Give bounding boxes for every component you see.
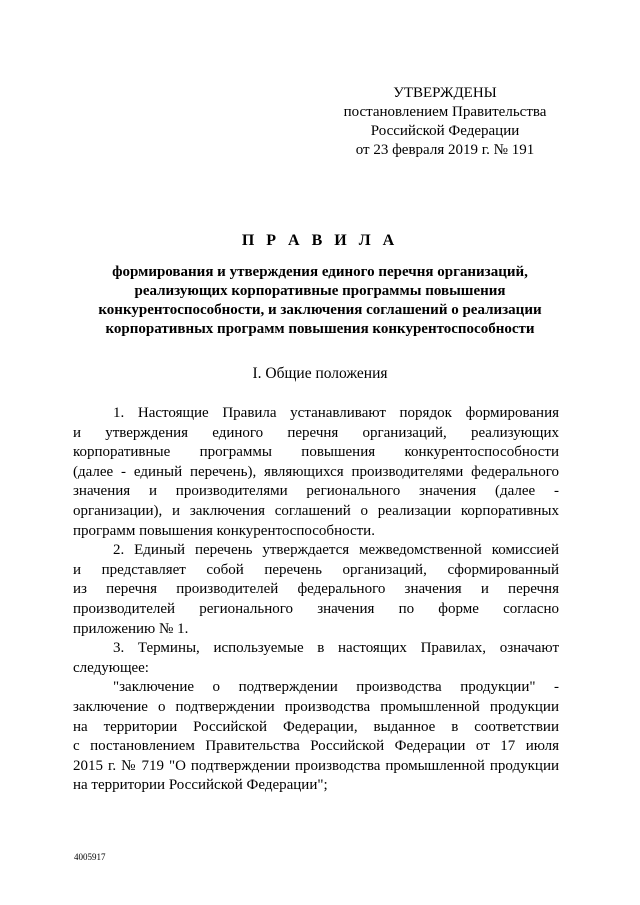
text-line: (далее - единый перечень), являющихся производителями федерального <box>73 463 559 480</box>
text-line: программ повышения конкурентоспособности. <box>73 522 375 539</box>
text-line: производителей регионального значения по форме согласно <box>73 600 559 617</box>
text-line: из перечня производителей федерального значения и перечня <box>73 581 559 598</box>
text-line: 3. Термины, используемые в настоящих Правилах, означают <box>113 640 559 657</box>
text-line: на территории Российской Федерации"; <box>73 777 328 794</box>
approval-date-line: от 23 февраля 2019 г. № 191 <box>355 142 535 158</box>
subtitle-line: корпоративных программ повышения конкурентоспособности <box>105 321 535 337</box>
approval-line: постановлением Правительства <box>343 104 547 120</box>
text-line: значения и производителями регионального значения (далее - <box>73 483 559 500</box>
approval-stamp <box>330 84 560 160</box>
text-line: на территории Российской Федерации, выданное в соответствии <box>73 718 559 735</box>
text-line: 2015 г. № 719 "О подтверждении производства промышленной продукции <box>73 757 559 774</box>
document-title-block <box>60 232 580 339</box>
document-number: 4005917 <box>74 852 106 862</box>
subtitle-line: формирования и утверждения единого перечня организаций, <box>112 264 528 280</box>
document-subtitle <box>60 263 580 339</box>
text-line: следующее: <box>73 659 149 676</box>
subtitle-line: конкурентоспособности, и заключения соглашений о реализации <box>98 302 542 318</box>
text-line: приложению № 1. <box>73 620 189 637</box>
text-line: корпоративные программы повышения конкурентоспособности <box>73 444 559 461</box>
document-title: П Р А В И Л А <box>241 232 399 249</box>
approval-heading: УТВЕРЖДЕНЫ <box>393 85 497 101</box>
body-text <box>73 404 559 796</box>
text-line: организации), и заключения соглашений о реализации корпоративных <box>73 502 559 519</box>
text-line: 2. Единый перечень утверждается межведомственной комиссией <box>113 542 559 559</box>
approval-line: Российской Федерации <box>370 123 520 139</box>
section-heading: I. Общие положения <box>252 365 388 382</box>
subtitle-line: реализующих корпоративные программы повышения <box>134 283 506 299</box>
text-line: с постановлением Правительства Российской Федерации от 17 июля <box>73 738 559 755</box>
text-line: и представляет собой перечень организаций, сформированный <box>73 561 559 578</box>
text-line: 1. Настоящие Правила устанавливают порядок формирования <box>113 405 559 421</box>
text-line: "заключение о подтверждении производства продукции" - <box>113 679 559 696</box>
text-line: и утверждения единого перечня организаций, реализующих <box>73 424 559 441</box>
text-line: заключение о подтверждении производства промышленной продукции <box>73 698 559 715</box>
